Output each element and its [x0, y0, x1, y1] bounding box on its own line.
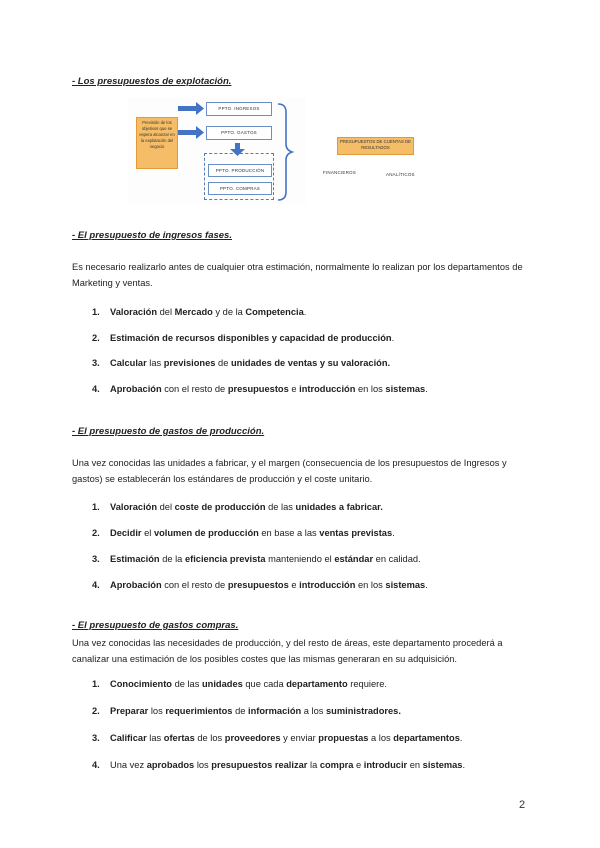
section-intro-ingresos: Es necesario realizarlo antes de cualquier otra estimación, normalmente lo realizan por los departamentos de Marketing y ventas.: [72, 262, 523, 288]
list-item-bold-text: departamentos: [393, 733, 460, 743]
list-item-text: las: [146, 733, 164, 743]
list-number: 4.: [92, 580, 100, 590]
list-number: 1.: [92, 679, 100, 689]
diagram-gastos-box: PPTO. GASTOS: [206, 126, 272, 140]
list-item: [92, 502, 383, 512]
list-item-bold-text: unidades: [201, 679, 243, 689]
list-item: [92, 384, 428, 394]
list-item-text: en: [407, 760, 423, 770]
diagram-analiticos-label: ANALÍTICOS: [386, 172, 415, 177]
list-item-text: manteniendo el: [265, 554, 335, 564]
list-item-text: .: [392, 528, 395, 538]
list-item-text: los: [194, 760, 212, 770]
list-item-text: en los: [355, 384, 386, 394]
list-item-bold-text: Conocimiento: [110, 679, 172, 689]
list-item-text: .: [391, 333, 395, 343]
list-item: [92, 358, 390, 368]
list-item-text: del: [157, 502, 175, 512]
diagram-produccion-box: PPTO. PRODUCCIÓN: [208, 164, 272, 177]
list-number: 2.: [92, 333, 100, 343]
budget-diagram: [128, 98, 306, 204]
list-item-bold-text: estándar: [334, 554, 374, 564]
list-item: [92, 706, 401, 716]
section-heading-ingresos: - El presupuesto de ingresos fases.: [72, 230, 232, 241]
list-item-bold-text: Aprobación: [110, 580, 162, 590]
list-item-bold-text: Valoración: [110, 307, 158, 317]
list-item-bold-text: suministradores.: [326, 706, 401, 716]
list-number: 4.: [92, 384, 100, 394]
list-item: [92, 528, 395, 538]
list-item-text: las: [146, 358, 164, 368]
list-item-bold-text: ventas previstas: [319, 528, 393, 538]
list-number: 3.: [92, 358, 100, 368]
arrow-down-icon: [230, 143, 245, 156]
list-item-bold-text: previsiones: [163, 358, 216, 368]
list-item-bold-text: unidades de ventas y su valoración.: [230, 358, 391, 368]
list-item-text: en los: [355, 580, 386, 590]
list-item-bold-text: compra: [319, 760, 354, 770]
list-item: [92, 580, 428, 590]
list-item: [92, 333, 394, 343]
list-item-bold-text: Calificar: [110, 733, 147, 743]
list-item-bold-text: Estimación de recursos disponibles y capacidad de producción: [110, 333, 392, 343]
page-number: 2: [519, 799, 526, 811]
section-heading-produccion: - El presupuesto de gastos de producción.: [72, 426, 265, 437]
list-item-bold-text: presupuestos: [227, 580, 289, 590]
list-item-bold-text: Aprobación: [110, 384, 162, 394]
list-item-bold-text: presupuestos: [227, 384, 289, 394]
list-number: 2.: [92, 528, 100, 538]
list-item-bold-text: Mercado: [174, 307, 213, 317]
list-number: 4.: [92, 760, 100, 770]
list-item-bold-text: volumen de producción: [153, 528, 259, 538]
list-item: [92, 679, 387, 689]
list-item-text: de la: [159, 554, 185, 564]
list-number: 2.: [92, 706, 100, 716]
list-item-text: .: [459, 733, 463, 743]
list-item-text: .: [462, 760, 466, 770]
list-number: 3.: [92, 554, 100, 564]
list-number: 1.: [92, 502, 100, 512]
list-item-text: en base a las: [258, 528, 320, 538]
list-item-bold-text: presupuestos: [211, 760, 273, 770]
list-item-text: y de la: [212, 307, 246, 317]
list-item-text: .: [425, 384, 428, 394]
list-item-bold-text: departamento: [286, 679, 348, 689]
list-item-text: a los: [368, 733, 394, 743]
list-item: [92, 307, 306, 317]
list-item-text: de: [232, 706, 248, 716]
list-item-bold-text: Decidir: [110, 528, 142, 538]
diagram-financieros-label: FINANCIEROS: [323, 170, 356, 175]
list-item-text: con el resto de: [161, 384, 228, 394]
list-item-text: e: [353, 760, 364, 770]
list-item-text: .: [425, 580, 428, 590]
list-item-text: e: [288, 384, 300, 394]
list-item-bold-text: introducir: [363, 760, 408, 770]
list-item-bold-text: Estimación: [110, 554, 160, 564]
list-item-bold-text: sistemas: [422, 760, 463, 770]
list-item-text: de las: [171, 679, 202, 689]
list-number: 3.: [92, 733, 100, 743]
section-heading-explotacion: - Los presupuestos de explotación.: [72, 76, 232, 87]
list-item-text: Una vez: [110, 760, 147, 770]
list-item-bold-text: eficiencia prevista: [184, 554, 266, 564]
diagram-compras-box: PPTO. COMPRAS: [208, 182, 272, 195]
list-item-text: requiere.: [347, 679, 387, 689]
list-item-bold-text: proveedores: [224, 733, 281, 743]
list-item-text: e: [288, 580, 300, 590]
list-item-bold-text: introducción: [299, 384, 356, 394]
list-item-bold-text: coste de producción: [174, 502, 266, 512]
list-item-text: el: [141, 528, 154, 538]
section-heading-compras: - El presupuesto de gastos compras.: [72, 620, 239, 631]
list-item-bold-text: ofertas: [163, 733, 195, 743]
list-item-text: .: [303, 307, 307, 317]
list-item-bold-text: realizar: [272, 760, 308, 770]
section-intro-compras: Una vez conocidas las necesidades de producción, y del resto de áreas, este departamento procederá a canalizar una estimación de los posibles costes que las mismas generaran en su adquisición.: [72, 638, 503, 664]
list-item-text: del: [157, 307, 175, 317]
list-item-bold-text: propuestas: [318, 733, 369, 743]
list-item-bold-text: Preparar: [110, 706, 149, 716]
list-item-text: de las: [265, 502, 296, 512]
diagram-results-box: PRESUPUESTOS DE CUENTAS DE RESULTADOS: [337, 137, 414, 155]
list-item-bold-text: sistemas: [385, 580, 426, 590]
arrow-right-icon: [178, 102, 204, 115]
diagram-ingresos-box: PPTO. INGRESOS: [206, 102, 272, 116]
list-item-text: la: [307, 760, 320, 770]
list-item-bold-text: unidades a fabricar.: [295, 502, 383, 512]
section-intro-produccion: Una vez conocidas las unidades a fabricar, y el margen (consecuencia de los presupuestos de Ingresos y gastos) se establecerán los estándares de producción y el coste unitario.: [72, 458, 507, 484]
list-number: 1.: [92, 307, 100, 317]
list-item-text: en calidad.: [373, 554, 421, 564]
list-item-bold-text: Calcular: [110, 358, 147, 368]
list-item-text: a los: [301, 706, 327, 716]
list-item-bold-text: sistemas: [385, 384, 426, 394]
list-item-text: que cada: [242, 679, 287, 689]
list-item-bold-text: aprobados: [146, 760, 195, 770]
list-item-text: de: [215, 358, 231, 368]
diagram-arrows: [128, 98, 306, 204]
list-item: [92, 760, 465, 770]
brace-icon: [278, 104, 292, 200]
list-item-bold-text: Competencia: [245, 307, 304, 317]
list-item-bold-text: introducción: [299, 580, 356, 590]
list-item: [92, 733, 462, 743]
list-item: [92, 554, 421, 564]
list-item-bold-text: requerimientos: [165, 706, 233, 716]
list-item-bold-text: información: [248, 706, 302, 716]
list-item-bold-text: Valoración: [110, 502, 158, 512]
diagram-objectives-box: Previsión de los objetivos que se espera alcanzar en la explotación del negocio: [136, 117, 178, 169]
list-item-text: los: [148, 706, 166, 716]
list-item-text: y enviar: [280, 733, 319, 743]
arrow-right-icon: [178, 126, 204, 139]
list-item-text: de los: [194, 733, 225, 743]
list-item-text: con el resto de: [161, 580, 228, 590]
